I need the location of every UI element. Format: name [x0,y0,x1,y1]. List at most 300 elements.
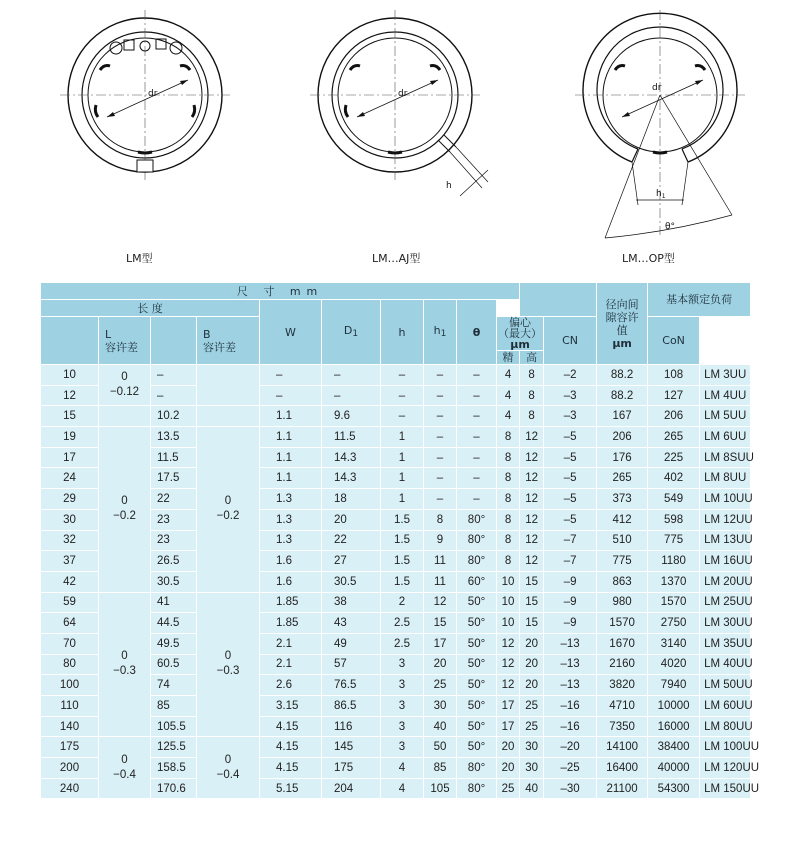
cell-ecc-high: 12 [520,509,544,530]
cell-w: 4.15 [260,716,322,737]
h-label: h [446,181,452,191]
cell-d: 140 [41,716,99,737]
cell-h: – [381,365,424,386]
cell-ecc-precision: 12 [497,633,520,654]
cell-d1: 30.5 [322,571,381,592]
cell-clearance: –3 [544,406,597,427]
cell-d: 80 [41,654,99,675]
cell-theta: 50° [457,592,497,613]
cell-h1: 30 [424,696,457,717]
cell-cn: 88.2 [597,385,648,406]
cell-model: LM 50UU [700,675,751,696]
cell-h1: 11 [424,551,457,572]
cell-con: 40000 [648,758,700,779]
cell-h1: – [424,447,457,468]
cell-h1: 15 [424,613,457,634]
cell-model: LM 150UU [700,778,751,799]
cell-cn: 2160 [597,654,648,675]
cell-d1: 175 [322,758,381,779]
lm-type-diagram [60,10,230,180]
cell-w: 2.1 [260,654,322,675]
cell-d1: – [322,385,381,406]
cell-cn: 1570 [597,613,648,634]
cell-con: 4020 [648,654,700,675]
cell-theta: 80° [457,509,497,530]
cell-ecc-precision: 10 [497,613,520,634]
cell-d: 37 [41,551,99,572]
cell-model: LM 8SUU [700,447,751,468]
cell-con: 402 [648,468,700,489]
cell-theta: – [457,406,497,427]
cell-con: 549 [648,489,700,510]
cell-l-tolerance [99,427,151,593]
cell-con: 10000 [648,696,700,717]
cell-d: 12 [41,385,99,406]
cell-theta: 50° [457,675,497,696]
eccentricity-header [520,283,597,317]
diagram-area [0,0,790,270]
cell-w: 2.1 [260,633,322,654]
cell-l-tolerance-line: 0 [121,753,128,766]
cell-clearance: –16 [544,716,597,737]
cell-clearance: –13 [544,654,597,675]
cell-theta: 50° [457,716,497,737]
cell-b-tolerance [197,737,260,799]
cell-l-tolerance-line: −0.2 [113,510,136,523]
cell-cn: 863 [597,571,648,592]
b-tolerance-header: B 容许差 [197,317,260,365]
cell-clearance: –30 [544,778,597,799]
cell-model: LM 60UU [700,696,751,717]
cell-d1: 11.5 [322,427,381,448]
cell-model: LM 5UU [700,406,751,427]
cell-w: 5.15 [260,778,322,799]
cell-clearance: –9 [544,571,597,592]
dr-label: dr [652,83,662,93]
cell-ecc-precision: 17 [497,716,520,737]
h1-label: $h_1$ [656,189,666,200]
cell-h1: – [424,385,457,406]
cell-cn: 412 [597,509,648,530]
cell-ecc-precision: 8 [497,447,520,468]
cell-model: LM 13UU [700,530,751,551]
cell-clearance: –20 [544,737,597,758]
cell-w: 1.6 [260,571,322,592]
cell-con: 775 [648,530,700,551]
cell-model: LM 120UU [700,758,751,779]
cell-con: 3140 [648,633,700,654]
lm-aj-type-diagram [310,10,500,210]
specification-rows [41,365,760,799]
cell-cn: 16400 [597,758,648,779]
cell-ecc-precision: 4 [497,365,520,386]
cell-model: LM 35UU [700,633,751,654]
cell-d1: 49 [322,633,381,654]
lm-op-type-caption: LM…OP型 [622,252,675,265]
cell-ecc-precision: 8 [497,530,520,551]
cell-h: 4 [381,758,424,779]
precision-header: 精 [497,351,520,365]
cell-model: LM 8UU [700,468,751,489]
cell-h1: 12 [424,592,457,613]
cell-ecc-precision: 20 [497,758,520,779]
cell-l: 105.5 [151,716,197,737]
cell-ecc-high: 20 [520,654,544,675]
cell-cn: 14100 [597,737,648,758]
theta-header: θ [457,300,497,365]
cell-clearance: –2 [544,365,597,386]
cell-l: 49.5 [151,633,197,654]
cell-ecc-precision: 4 [497,385,520,406]
cell-clearance: –5 [544,427,597,448]
cell-clearance: –7 [544,551,597,572]
cell-con: 108 [648,365,700,386]
cell-b-tolerance-line: 0 [224,495,232,508]
cell-con: 265 [648,427,700,448]
cell-b-tolerance [197,406,260,427]
cell-h: 1.5 [381,551,424,572]
cell-clearance: –13 [544,633,597,654]
cell-model: LM 25UU [700,592,751,613]
cell-ecc-high: 8 [520,406,544,427]
cell-model: LM 6UU [700,427,751,448]
cell-l: 11.5 [151,447,197,468]
cell-l: 170.6 [151,778,197,799]
cell-d: 200 [41,758,99,779]
cell-d1: – [322,365,381,386]
cell-ecc-precision: 10 [497,592,520,613]
cell-h: 1.5 [381,530,424,551]
cell-clearance: –5 [544,447,597,468]
cell-d1: 14.3 [322,447,381,468]
cell-h1: 9 [424,530,457,551]
cell-l: – [151,385,197,406]
cell-l: 44.5 [151,613,197,634]
cell-clearance: –5 [544,489,597,510]
cell-cn: 167 [597,406,648,427]
cell-con: 127 [648,385,700,406]
cell-model: LM 20UU [700,571,751,592]
cell-clearance: –9 [544,613,597,634]
dimensions-header: 尺 寸 mm [41,283,520,300]
cell-b-tolerance-line: 0 [224,650,232,663]
cell-cn: 3820 [597,675,648,696]
cell-ecc-high: 15 [520,571,544,592]
cell-ecc-high: 12 [520,489,544,510]
cell-l: 158.5 [151,758,197,779]
cell-h1: – [424,427,457,448]
cell-h1: 105 [424,778,457,799]
high-header: 高 [520,351,544,365]
cell-w: – [260,365,322,386]
cell-ecc-high: 25 [520,696,544,717]
cell-model: LM 10UU [700,489,751,510]
length-header: 长 度 [41,300,260,317]
cell-d: 64 [41,613,99,634]
cell-cn: 1670 [597,633,648,654]
cell-l: 13.5 [151,427,197,448]
cell-model: LM 16UU [700,551,751,572]
cell-w: 1.3 [260,530,322,551]
cell-h: 2.5 [381,633,424,654]
cell-theta: 50° [457,613,497,634]
d-header [41,317,99,365]
cell-ecc-precision: 12 [497,654,520,675]
cell-d1: 57 [322,654,381,675]
cell-h: 2 [381,592,424,613]
cell-w: 1.1 [260,427,322,448]
cell-theta: 50° [457,737,497,758]
cell-l-tolerance-line: −0.4 [113,768,136,781]
cell-h: 3 [381,696,424,717]
cell-ecc-high: 25 [520,716,544,737]
d1-header: $D_1$ [322,300,381,365]
cell-clearance: –5 [544,468,597,489]
h-header: h [381,300,424,365]
cell-con: 7940 [648,675,700,696]
cell-ecc-high: 20 [520,633,544,654]
cell-b-tolerance-line: 0 [224,753,232,766]
cell-h1: 40 [424,716,457,737]
cell-ecc-precision: 8 [497,489,520,510]
table-row [41,427,751,448]
cell-d1: 86.5 [322,696,381,717]
cell-d: 32 [41,530,99,551]
cell-d: 29 [41,489,99,510]
cell-d1: 38 [322,592,381,613]
cell-w: 1.85 [260,592,322,613]
cell-h: 1 [381,489,424,510]
cell-d1: 14.3 [322,468,381,489]
w-header: W [260,300,322,365]
l-header [151,317,197,365]
cell-d: 42 [41,571,99,592]
cell-l: 23 [151,530,197,551]
cell-h: 1.5 [381,571,424,592]
cell-ecc-precision: 8 [497,427,520,448]
eccentricity-label: 偏心 （最大） μm [498,316,543,351]
cell-ecc-precision: 25 [497,778,520,799]
cell-ecc-precision: 8 [497,509,520,530]
cell-con: 38400 [648,737,700,758]
cell-b-tolerance [197,427,260,593]
cell-theta: 50° [457,633,497,654]
h1-header: $h_1$ [424,300,457,365]
cell-cn: 980 [597,592,648,613]
cell-theta: 60° [457,571,497,592]
cell-theta: 50° [457,654,497,675]
cell-cn: 7350 [597,716,648,737]
cell-theta: – [457,447,497,468]
cell-con: 225 [648,447,700,468]
cell-h: 2.5 [381,613,424,634]
cell-l: 74 [151,675,197,696]
cell-con: 1570 [648,592,700,613]
cell-ecc-high: 8 [520,385,544,406]
cell-model: LM 80UU [700,716,751,737]
cell-ecc-high: 40 [520,778,544,799]
cell-con: 206 [648,406,700,427]
cell-theta: 80° [457,778,497,799]
cell-h: – [381,406,424,427]
load-rating-header: 基本额定负荷 [648,283,751,317]
cell-cn: 206 [597,427,648,448]
cell-ecc-high: 12 [520,427,544,448]
cell-theta: – [457,489,497,510]
cell-h: 4 [381,778,424,799]
cell-theta: 80° [457,758,497,779]
cell-clearance: –16 [544,696,597,717]
cell-ecc-high: 12 [520,551,544,572]
cell-d: 17 [41,447,99,468]
cell-theta: – [457,365,497,386]
cell-h1: – [424,365,457,386]
cell-ecc-high: 30 [520,758,544,779]
cell-l: – [151,365,197,386]
cell-d: 240 [41,778,99,799]
cell-clearance: –25 [544,758,597,779]
cell-ecc-high: 12 [520,530,544,551]
cell-d: 110 [41,696,99,717]
l-tolerance-header: L 容许差 [99,317,151,365]
cell-d1: 76.5 [322,675,381,696]
specification-table [40,282,760,799]
cn-header: CN [544,317,597,365]
cell-cn: 265 [597,468,648,489]
cell-ecc-precision: 10 [497,571,520,592]
cell-l-tolerance-line: 0 [121,371,128,384]
cell-d: 15 [41,406,99,427]
cell-h1: 85 [424,758,457,779]
cell-l-tolerance-line: −0.3 [113,665,136,678]
cell-ecc-high: 12 [520,468,544,489]
cell-d: 59 [41,592,99,613]
cell-b-tolerance [197,592,260,737]
table-row [41,737,751,758]
cell-d1: 9.6 [322,406,381,427]
cell-h: 3 [381,737,424,758]
cell-l: 30.5 [151,571,197,592]
cell-l: 10.2 [151,406,197,427]
cell-ecc-precision: 20 [497,737,520,758]
cell-h: 1 [381,447,424,468]
cell-d: 30 [41,509,99,530]
cell-ecc-high: 12 [520,447,544,468]
cell-l-tolerance [99,406,151,427]
cell-h1: 11 [424,571,457,592]
cell-b-tolerance-line: −0.4 [216,768,240,781]
cell-w: 1.3 [260,489,322,510]
cell-model: LM 40UU [700,654,751,675]
cell-h1: – [424,489,457,510]
cell-ecc-precision: 8 [497,468,520,489]
cell-d1: 43 [322,613,381,634]
cell-cn: 21100 [597,778,648,799]
cell-ecc-high: 30 [520,737,544,758]
cell-theta: – [457,468,497,489]
cell-l: 17.5 [151,468,197,489]
cell-h: 3 [381,716,424,737]
cell-clearance: –5 [544,509,597,530]
cell-ecc-precision: 4 [497,406,520,427]
cell-con: 16000 [648,716,700,737]
cell-d1: 204 [322,778,381,799]
con-header: CoN [648,317,700,365]
lm-op-type-diagram [570,10,750,245]
cell-w: 4.15 [260,737,322,758]
cell-l-tolerance [99,592,151,737]
cell-l-tolerance [99,737,151,799]
cell-clearance: –13 [544,675,597,696]
cell-h1: 17 [424,633,457,654]
cell-w: 1.3 [260,509,322,530]
table-row [41,365,751,386]
cell-w: 1.1 [260,406,322,427]
cell-w: 1.85 [260,613,322,634]
cell-w: 1.6 [260,551,322,572]
cell-d1: 18 [322,489,381,510]
cell-theta: 80° [457,551,497,572]
cell-model: LM 30UU [700,613,751,634]
cell-l: 85 [151,696,197,717]
cell-h: 3 [381,654,424,675]
cell-w: 1.1 [260,468,322,489]
cell-l: 26.5 [151,551,197,572]
cell-model: LM 100UU [700,737,751,758]
cell-d: 70 [41,633,99,654]
cell-d: 24 [41,468,99,489]
cell-w: 2.6 [260,675,322,696]
cell-theta: – [457,385,497,406]
cell-w: 3.15 [260,696,322,717]
cell-cn: 176 [597,447,648,468]
cell-h: – [381,385,424,406]
cell-b-tolerance-line: −0.3 [216,665,240,678]
lm-type-caption: LM型 [126,252,153,265]
theta-label: θ° [665,222,676,232]
cell-d1: 27 [322,551,381,572]
cell-d1: 22 [322,530,381,551]
cell-l-tolerance-line: 0 [121,495,128,508]
cell-theta: 50° [457,696,497,717]
cell-h: 1 [381,468,424,489]
cell-b-tolerance-line: −0.2 [216,510,240,523]
cell-h: 3 [381,675,424,696]
cell-cn: 4710 [597,696,648,717]
cell-ecc-precision: 17 [497,696,520,717]
cell-cn: 775 [597,551,648,572]
cell-h1: – [424,468,457,489]
cell-h1: 8 [424,509,457,530]
cell-con: 1370 [648,571,700,592]
cell-con: 54300 [648,778,700,799]
cell-d1: 145 [322,737,381,758]
cell-ecc-precision: 12 [497,675,520,696]
cell-model: LM 4UU [700,385,751,406]
cell-con: 2750 [648,613,700,634]
cell-model: LM 12UU [700,509,751,530]
cell-d1: 116 [322,716,381,737]
clearance-header: 径向间 隙容许 值 μm [597,283,648,365]
cell-theta: – [457,427,497,448]
cell-l-tolerance-line: 0 [121,650,128,663]
cell-w: – [260,385,322,406]
table-row [41,592,751,613]
cell-l: 41 [151,592,197,613]
cell-model: LM 3UU [700,365,751,386]
cell-l: 60.5 [151,654,197,675]
cell-d: 19 [41,427,99,448]
